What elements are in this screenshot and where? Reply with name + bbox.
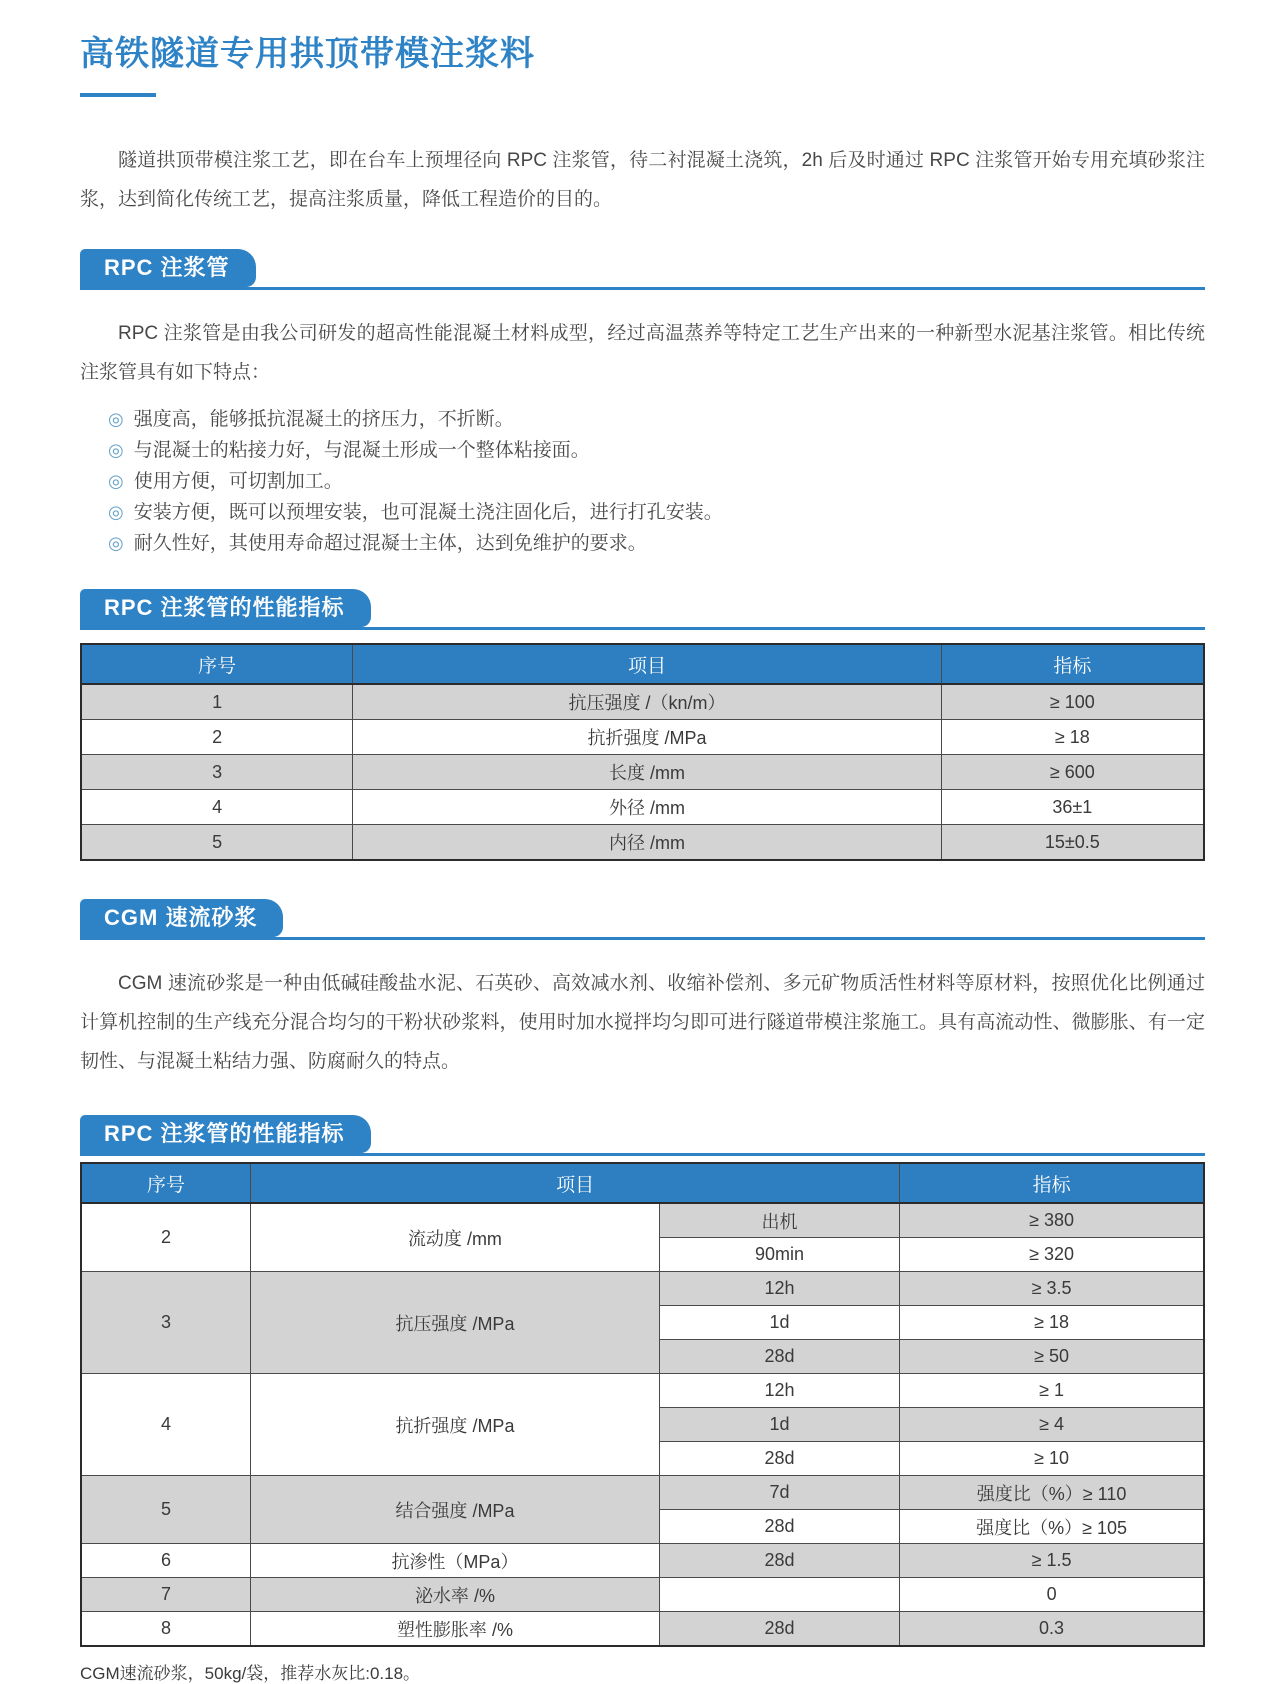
table-cell: ≥ 3.5 bbox=[900, 1272, 1204, 1306]
table-row bbox=[81, 1612, 1204, 1647]
intro-paragraph: 隧道拱顶带模注浆工艺，即在台车上预埋径向 RPC 注浆管，待二衬混凝土浇筑，2h 后及时通过 RPC 注浆管开始专用充填砂浆注浆，达到简化传统工艺，提高注浆质量，降低工程造价的目的。 bbox=[80, 150, 1205, 210]
table-cell: 抗折强度 /MPa bbox=[353, 720, 941, 755]
list-item bbox=[108, 435, 1205, 466]
table-cell: 28d bbox=[659, 1612, 899, 1647]
column-header: 指标 bbox=[941, 644, 1204, 684]
table-cell: 5 bbox=[81, 1476, 251, 1544]
table-cell: ≥ 320 bbox=[900, 1238, 1204, 1272]
table-row bbox=[81, 684, 1204, 720]
bullet-icon: ◎ bbox=[108, 471, 124, 491]
table-cell: 28d bbox=[659, 1340, 899, 1374]
table-cell: ≥ 380 bbox=[900, 1203, 1204, 1238]
table-cell: ≥ 4 bbox=[900, 1408, 1204, 1442]
bullet-icon: ◎ bbox=[108, 502, 124, 522]
list-item-text: 与混凝士的粘接力好，与混凝土形成一个整体粘接面。 bbox=[133, 440, 590, 461]
list-item bbox=[108, 466, 1205, 497]
table-row bbox=[81, 1578, 1204, 1612]
list-item-text: 强度高，能够抵抗混凝土的挤压力，不折断。 bbox=[133, 409, 514, 430]
table-cell: 强度比（%）≥ 110 bbox=[900, 1476, 1204, 1510]
table-cell: 出机 bbox=[659, 1203, 899, 1238]
column-header: 序号 bbox=[81, 644, 353, 684]
table-cell: 强度比（%）≥ 105 bbox=[900, 1510, 1204, 1544]
list-item bbox=[108, 497, 1205, 528]
table-cell: 1d bbox=[659, 1408, 899, 1442]
table-cell: 5 bbox=[81, 825, 353, 861]
table-cell: 7 bbox=[81, 1578, 251, 1612]
table-cell: 28d bbox=[659, 1442, 899, 1476]
section-heading-cgm: CGM 速流砂浆 bbox=[80, 899, 283, 937]
table-cell: 内径 /mm bbox=[353, 825, 941, 861]
list-item-text: 安装方便，既可以预埋安装，也可混凝土浇注固化后，进行打孔安装。 bbox=[133, 502, 723, 523]
list-item-text: 耐久性好，其使用寿命超过混凝士主体，达到免维护的要求。 bbox=[133, 533, 647, 554]
table-cell: ≥ 1.5 bbox=[900, 1544, 1204, 1578]
table-cell: ≥ 600 bbox=[941, 755, 1204, 790]
section-heading-row-rpc-table bbox=[80, 589, 1205, 630]
title-underline bbox=[80, 93, 156, 97]
section-heading-cgm-table: RPC 注浆管的性能指标 bbox=[80, 1115, 371, 1153]
table-cell: 28d bbox=[659, 1544, 899, 1578]
table-row bbox=[81, 755, 1204, 790]
table-cell: 流动度 /mm bbox=[251, 1203, 660, 1272]
table-cell: 4 bbox=[81, 790, 353, 825]
table-cell: ≥ 10 bbox=[900, 1442, 1204, 1476]
table-cell: ≥ 1 bbox=[900, 1374, 1204, 1408]
rpc-table-body bbox=[81, 684, 1204, 860]
column-header: 项目 bbox=[353, 644, 941, 684]
table-cell: 3 bbox=[81, 755, 353, 790]
bullet-icon: ◎ bbox=[108, 409, 124, 429]
table-cell: 长度 /mm bbox=[353, 755, 941, 790]
table-cell: 泌水率 /% bbox=[251, 1578, 660, 1612]
table-cell: 1 bbox=[81, 684, 353, 720]
table-cell: 90min bbox=[659, 1238, 899, 1272]
rpc-performance-table bbox=[80, 643, 1205, 861]
table-cell: 0 bbox=[900, 1578, 1204, 1612]
table-cell: 1d bbox=[659, 1306, 899, 1340]
table-cell: 28d bbox=[659, 1510, 899, 1544]
table-row bbox=[81, 720, 1204, 755]
cgm-performance-table bbox=[80, 1162, 1205, 1647]
cgm-description: CGM 速流砂浆是一种由低碱硅酸盐水泥、石英砂、高效减水剂、收缩补偿剂、多元矿物质活性材料等原材料，按照优化比例通过计算机控制的生产线充分混合均匀的干粉状砂浆料，使用时加水搅拌均匀即可进行隧道带模注浆施工。具有高流动性、微膨胀、有一定韧性、与混凝土粘结力强、防腐耐久的特点。 bbox=[80, 973, 1205, 1072]
column-header: 指标 bbox=[900, 1163, 1204, 1203]
table-cell: 4 bbox=[81, 1374, 251, 1476]
table-cell: 塑性膨胀率 /% bbox=[251, 1612, 660, 1647]
table-header-row bbox=[81, 644, 1204, 684]
list-item-text: 使用方便，可切割加工。 bbox=[133, 471, 343, 492]
table-cell: 12h bbox=[659, 1272, 899, 1306]
table-cell: 15±0.5 bbox=[941, 825, 1204, 861]
rpc-feature-list bbox=[80, 404, 1205, 559]
table-row bbox=[81, 790, 1204, 825]
table-row bbox=[81, 1272, 1204, 1306]
table-cell: 8 bbox=[81, 1612, 251, 1647]
table-cell: 7d bbox=[659, 1476, 899, 1510]
cgm-table-body bbox=[81, 1203, 1204, 1646]
table-cell: 3 bbox=[81, 1272, 251, 1374]
table-header-row bbox=[81, 1163, 1204, 1203]
section-heading-rpc: RPC 注浆管 bbox=[80, 249, 256, 287]
table-cell: 结合强度 /MPa bbox=[251, 1476, 660, 1544]
section-heading-row-rpc bbox=[80, 249, 1205, 290]
table-cell: ≥ 100 bbox=[941, 684, 1204, 720]
table-cell: 6 bbox=[81, 1544, 251, 1578]
table-row bbox=[81, 1203, 1204, 1238]
bullet-icon: ◎ bbox=[108, 533, 124, 553]
table-row bbox=[81, 1374, 1204, 1408]
table-cell: 抗压强度 /MPa bbox=[251, 1272, 660, 1374]
section-heading-row-cgm-table bbox=[80, 1115, 1205, 1156]
page-title: 高铁隧道专用拱顶带模注浆料 bbox=[80, 35, 535, 73]
table-cell: ≥ 18 bbox=[900, 1306, 1204, 1340]
table-cell: 12h bbox=[659, 1374, 899, 1408]
table-cell: 抗压强度 /（kn/m） bbox=[353, 684, 941, 720]
column-header: 序号 bbox=[81, 1163, 251, 1203]
table-cell: 36±1 bbox=[941, 790, 1204, 825]
table-cell: 抗折强度 /MPa bbox=[251, 1374, 660, 1476]
table-cell bbox=[659, 1578, 899, 1612]
table-cell: 抗渗性（MPa） bbox=[251, 1544, 660, 1578]
table-cell: 2 bbox=[81, 1203, 251, 1272]
table-row bbox=[81, 825, 1204, 861]
table-cell: 2 bbox=[81, 720, 353, 755]
list-item bbox=[108, 528, 1205, 559]
rpc-description: RPC 注浆管是由我公司研发的超高性能混凝土材料成型，经过高温蒸养等特定工艺生产出来的一种新型水泥基注浆管。相比传统注浆管具有如下特点： bbox=[80, 323, 1205, 383]
section-heading-row-cgm bbox=[80, 899, 1205, 940]
table-row bbox=[81, 1476, 1204, 1510]
table-cell: 外径 /mm bbox=[353, 790, 941, 825]
table-cell: 0.3 bbox=[900, 1612, 1204, 1647]
list-item bbox=[108, 404, 1205, 435]
table-cell: ≥ 50 bbox=[900, 1340, 1204, 1374]
section-heading-rpc-table: RPC 注浆管的性能指标 bbox=[80, 589, 371, 627]
footnote: CGM速流砂浆，50kg/袋，推荐水灰比:0.18。 bbox=[80, 1664, 421, 1683]
table-cell: ≥ 18 bbox=[941, 720, 1204, 755]
bullet-icon: ◎ bbox=[108, 440, 124, 460]
table-row bbox=[81, 1544, 1204, 1578]
column-header: 项目 bbox=[251, 1163, 900, 1203]
